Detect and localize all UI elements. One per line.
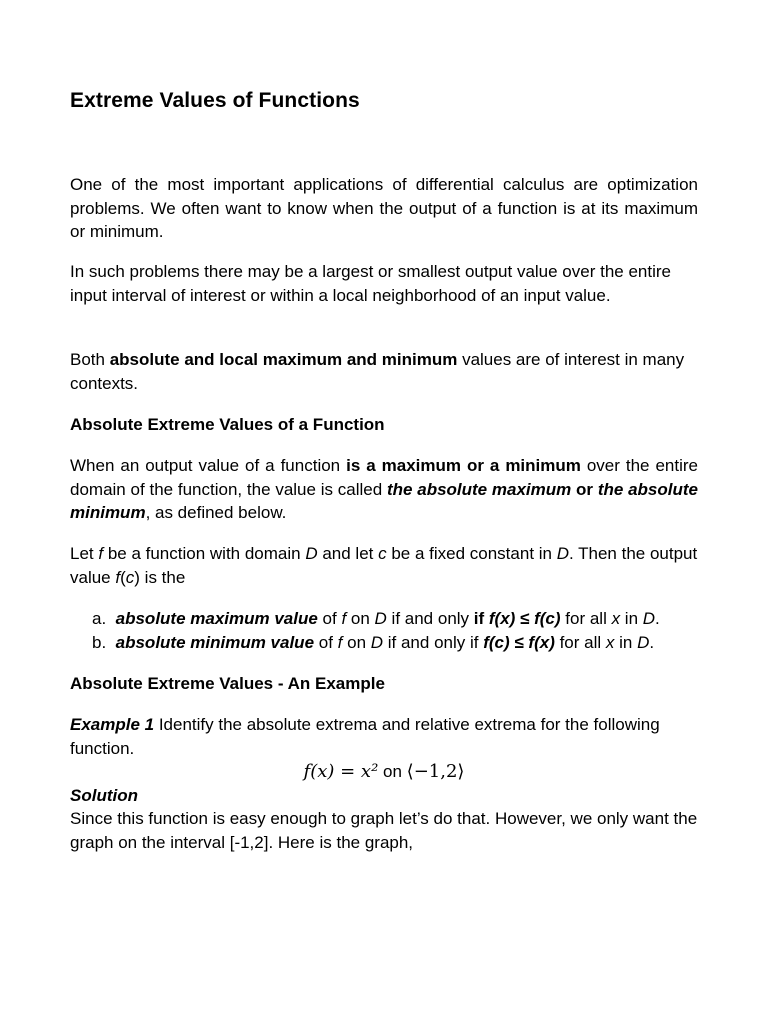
example-label: Example 1 <box>70 715 155 734</box>
section-heading-absolute: Absolute Extreme Values of a Function <box>70 415 385 434</box>
intro-paragraph: One of the most important applications of differential calculus are optimization problems. We often want to know when the output of a function is at its maximum or minimum. <box>70 175 698 241</box>
example-paragraph: Example 1 Identify the absolute extrema and relative extrema for the following function. <box>70 715 660 758</box>
absolute-minimum-term: the absolute minimum <box>70 479 698 522</box>
list-item: a. absolute maximum value of f on D if and only if f(x) ≤ f(c) for all x in D. <box>92 609 660 628</box>
bold-phrase: absolute and local maximum and minimum <box>109 350 458 369</box>
function-formula: f(x) = x² on ⟨−1,2⟩ <box>303 761 465 782</box>
problems-paragraph: In such problems there may be a largest or smallest output value over the entire input interval of interest or within a local neighborhood of an input value. <box>70 262 671 305</box>
section-heading-example: Absolute Extreme Values - An Example <box>70 674 385 693</box>
solution-paragraph: Since this function is easy enough to graph let’s do that. However, we only want the graph on the interval [-1,2]. Here is the graph, <box>70 809 698 852</box>
interest-paragraph: Both absolute and local maximum and minimum values are of interest in many contexts. <box>70 350 685 393</box>
page-title: Extreme Values of Functions <box>70 89 360 112</box>
absolute-maximum-term: the absolute maximum <box>386 479 572 499</box>
let-f-paragraph: Let f be a function with domain D and let c be a fixed constant in D. Then the output value f(c) is the <box>70 544 698 587</box>
solution-label: Solution <box>70 786 138 805</box>
definition-intro-paragraph: When an output value of a function is a maximum or a minimum over the entire domain of the function, the value is called the absolute maximum or the absolute minimum, as defined below. <box>70 456 698 522</box>
list-item: b. absolute minimum value of f on D if and only if f(c) ≤ f(x) for all x in D. <box>92 632 655 652</box>
definition-list <box>92 607 712 654</box>
